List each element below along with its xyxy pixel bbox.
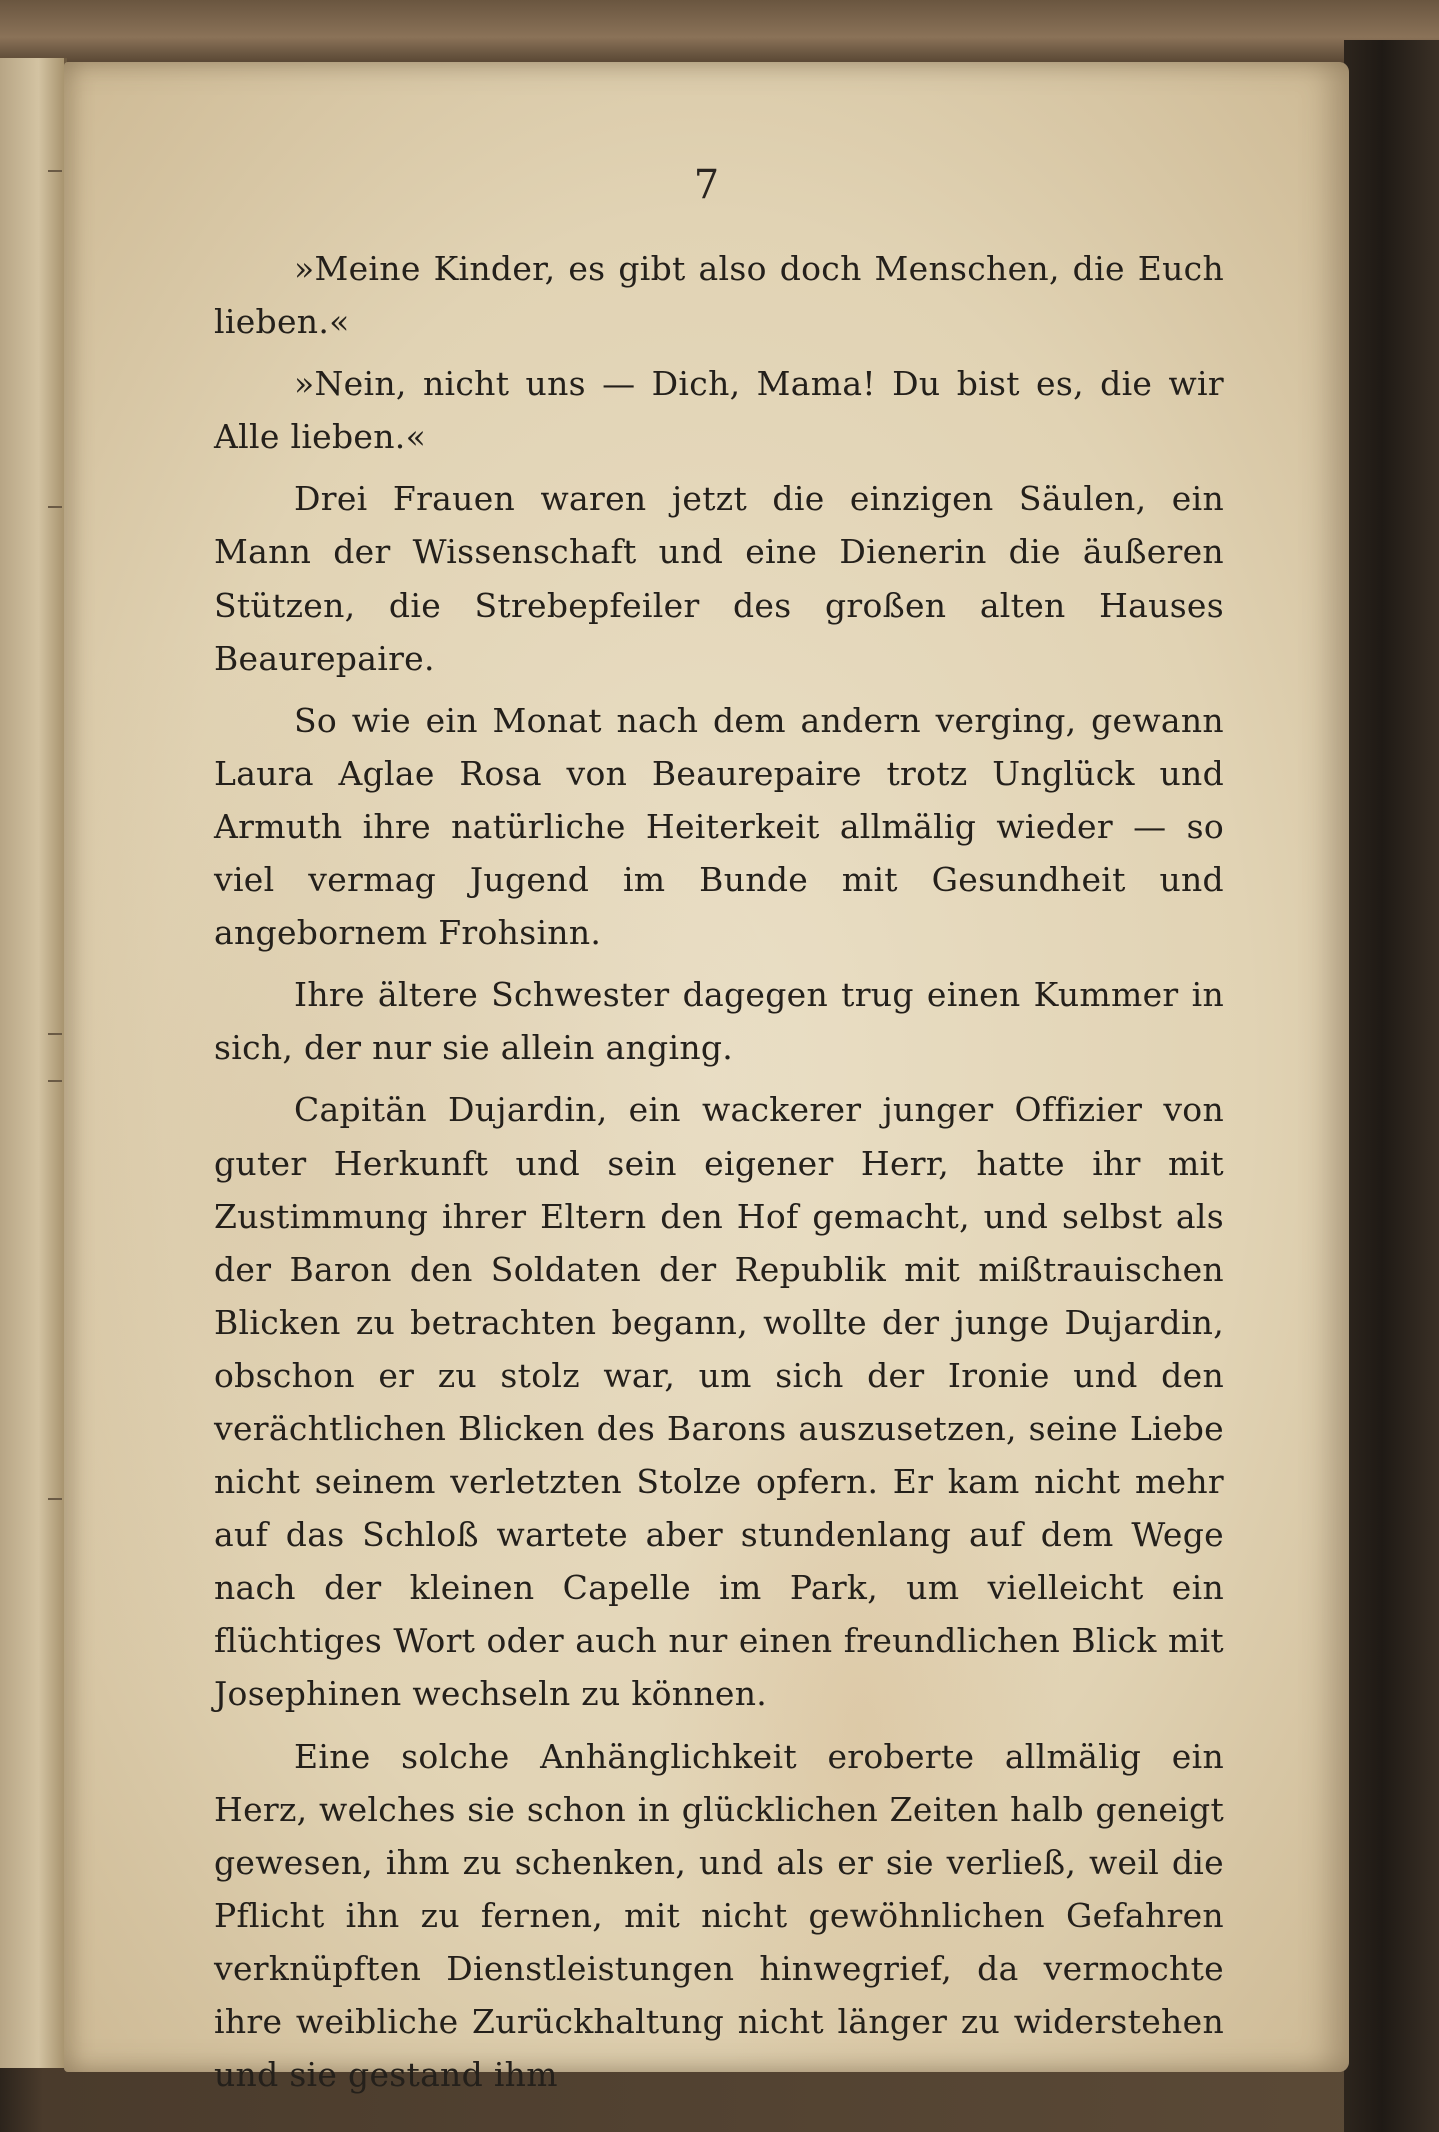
- book-cover-right-edge: [1344, 40, 1439, 2132]
- paragraph: Ihre ältere Schwester dagegen trug einen Kummer in sich, der nur sie allein anging.: [214, 975, 1224, 1068]
- paragraph: »Meine Kinder, es gibt also doch Menschen, die Euch lieben.«: [214, 249, 1224, 342]
- margin-mark: [48, 1033, 62, 1035]
- paragraph: Eine solche Anhänglichkeit eroberte allmälig ein Herz, welches sie schon in glücklichen Zeiten halb geneigt gewesen, ihm zu schenken, und als er sie verließ, weil die Pflicht ihn zu fernen, mit nicht gewöhnlichen Gefahren verknüpften Dienstleistungen hinwegrief, da vermochte ihre weibliche Zurückhaltung nicht länger zu widerstehen und sie gestand ihm: [214, 1736, 1224, 2095]
- paragraph: Drei Frauen waren jetzt die einzigen Säulen, ein Mann der Wissenschaft und eine Dienerin die äußeren Stützen, die Strebepfeiler des großen alten Hauses Beaurepaire.: [214, 479, 1224, 678]
- book-cover-top-edge: [0, 0, 1439, 62]
- paragraph: »Nein, nicht uns — Dich, Mama! Du bist es, die wir Alle lieben.«: [214, 364, 1224, 457]
- page-number: 7: [693, 162, 720, 208]
- margin-mark: [48, 170, 62, 172]
- body-text: [214, 242, 1224, 2110]
- paragraph: Capitän Dujardin, ein wackerer junger Offizier von guter Herkunft und sein eigener Herr, hatte ihr mit Zustimmung ihrer Eltern den Hof gemacht, und selbst als der Baron den Soldaten der Republik mit mißtrauischen Blicken zu betrachten begann, wollte der junge Dujardin, obschon er zu stolz war, um sich der Ironie und den verächtlichen Blicken des Barons auszusetzen, seine Liebe nicht seinem verletzten Stolze opfern. Er kam nicht mehr auf das Schloß wartete aber stundenlang auf dem Wege nach der kleinen Capelle im Park, um vielleicht ein flüchtiges Wort oder auch nur einen freundlichen Blick mit Josephinen wechseln zu können.: [214, 1090, 1224, 1714]
- facing-page-edge: [0, 58, 67, 2068]
- margin-mark: [48, 1498, 62, 1500]
- margin-mark: [48, 1080, 62, 1082]
- margin-mark: [48, 506, 62, 508]
- book-page: [64, 62, 1349, 2095]
- paragraph: So wie ein Monat nach dem andern verging, gewann Laura Aglae Rosa von Beaurepaire trotz Unglück und Armuth ihre natürliche Heiterkeit allmälig wieder — so viel vermag Jugend im Bunde mit Gesundheit und angebornem Frohsinn.: [214, 700, 1224, 953]
